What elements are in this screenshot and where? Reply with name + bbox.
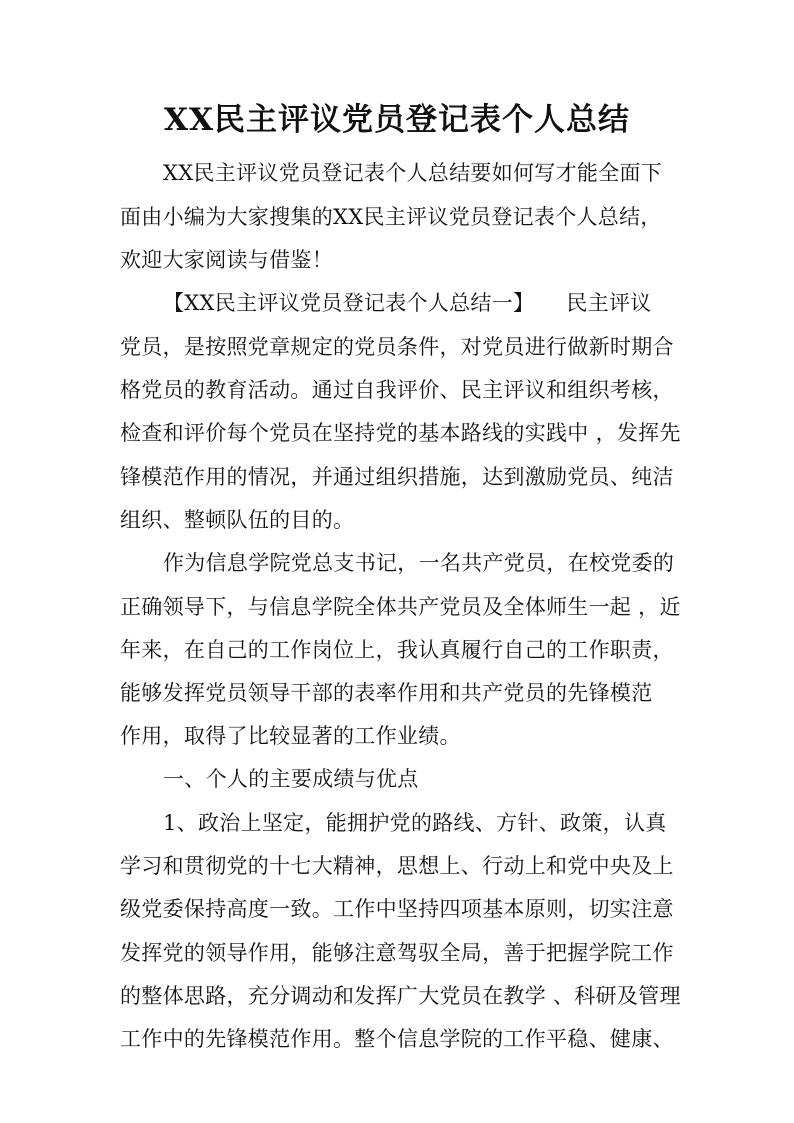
paragraph-line: 1、政治上坚定，能拥护党的路线、方针、政策，认真	[163, 811, 667, 835]
paragraph-line: 年来，在自己的工作岗位上，我认真履行自己的工作职责，	[120, 638, 674, 662]
paragraph-line: 锋模范作用的情况，并通过组织措施，达到激励党员、纯洁	[120, 465, 674, 489]
paragraph-line: 组织、整顿队伍的目的。	[120, 508, 355, 532]
paragraph-line: 欢迎大家阅读与借鉴！	[120, 248, 333, 272]
paragraph-line: 作用，取得了比较显著的工作业绩。	[120, 724, 461, 748]
paragraph-line: 能够发挥党员领导干部的表率作用和共产党员的先锋模范	[120, 681, 653, 705]
paragraph-line: 工作中的先锋模范作用。整个信息学院的工作平稳、健康、	[120, 1027, 674, 1051]
paragraph-line: XX民主评议党员登记表个人总结要如何写才能全面下	[163, 161, 663, 185]
paragraph-line: 级党委保持高度一致。工作中坚持四项基本原则，切实注意	[120, 897, 674, 921]
paragraph-line: 作为信息学院党总支书记，一名共产党员，在校党委的	[163, 551, 675, 575]
paragraph-line: 检查和评价每个党员在坚持党的基本路线的实践中 ，发挥先	[120, 421, 681, 445]
paragraph-line: 格党员的教育活动。通过自我评价、民主评议和组织考核，	[120, 378, 674, 402]
paragraph-line: 的整体思路，充分调动和发挥广大党员在教学 、科研及管理	[120, 984, 681, 1008]
paragraph-line: 学习和贯彻党的十七大精神，思想上、行动上和党中央及上	[120, 854, 674, 878]
document-title: XX民主评议党员登记表个人总结	[163, 102, 631, 138]
paragraph-line: 面由小编为大家搜集的XX民主评议党员登记表个人总结，	[120, 205, 662, 229]
paragraph-line: 发挥党的领导作用，能够注意驾驭全局，善于把握学院工作	[120, 941, 674, 965]
section-heading: 一、个人的主要成绩与优点	[163, 767, 419, 791]
paragraph-line: 【XX民主评议党员登记表个人总结一】 民主评议	[163, 291, 652, 315]
paragraph-line: 正确领导下，与信息学院全体共产党员及全体师生一起 ，近	[120, 595, 681, 619]
paragraph-line: 党员，是按照党章规定的党员条件，对党员进行做新时期合	[120, 335, 674, 359]
